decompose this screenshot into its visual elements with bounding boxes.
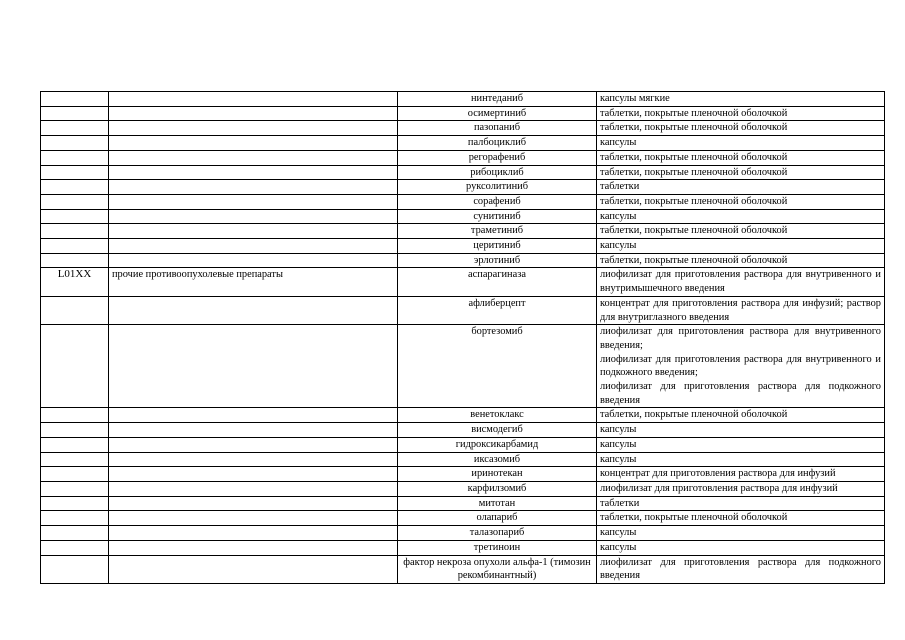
table-row bbox=[41, 194, 885, 209]
atc-code-cell bbox=[41, 540, 109, 555]
group-name-cell bbox=[109, 325, 398, 408]
atc-code-cell bbox=[41, 224, 109, 239]
dosage-form-line: лиофилизат для приготовления раствора для инфузий bbox=[600, 482, 838, 494]
atc-code-cell bbox=[41, 325, 109, 408]
atc-code-cell bbox=[41, 165, 109, 180]
group-name-cell bbox=[109, 209, 398, 224]
atc-code-cell bbox=[41, 481, 109, 496]
drug-name-cell: фактор некроза опухоли альфа-1 (тимозин рекомбинантный) bbox=[398, 555, 597, 583]
drug-name-cell: талазопариб bbox=[398, 526, 597, 541]
group-name-cell bbox=[109, 106, 398, 121]
drug-name-cell: аспарагиназа bbox=[398, 268, 597, 296]
group-name-cell bbox=[109, 180, 398, 195]
table-row bbox=[41, 325, 885, 408]
drug-name-cell: руксолитиниб bbox=[398, 180, 597, 195]
atc-code-cell bbox=[41, 496, 109, 511]
drug-name-cell: третиноин bbox=[398, 540, 597, 555]
dosage-form-line: таблетки, покрытые пленочной оболочкой bbox=[600, 512, 788, 524]
drug-name-cell: иринотекан bbox=[398, 467, 597, 482]
drug-name-cell: эрлотиниб bbox=[398, 253, 597, 268]
dosage-form-line: лиофилизат для приготовления раствора для внутривенного и подкожного введения; bbox=[600, 353, 881, 379]
group-name-cell bbox=[109, 239, 398, 254]
dosage-form-line: капсулы bbox=[600, 541, 637, 553]
table-body bbox=[41, 92, 885, 584]
group-name-cell bbox=[109, 481, 398, 496]
drug-name-cell: митотан bbox=[398, 496, 597, 511]
dosage-form-line: капсулы мягкие bbox=[600, 93, 670, 104]
table-row bbox=[41, 268, 885, 296]
drug-name-cell: рибоциклиб bbox=[398, 165, 597, 180]
dosage-form-line: таблетки bbox=[600, 181, 640, 193]
group-name-cell bbox=[109, 194, 398, 209]
dosage-form-line: концентрат для приготовления раствора для инфузий; раствор для внутриглазного введения bbox=[600, 297, 881, 323]
dosage-form-line: таблетки bbox=[600, 497, 640, 509]
group-name-cell bbox=[109, 555, 398, 583]
dosage-form-cell bbox=[597, 194, 885, 209]
dosage-form-cell bbox=[597, 136, 885, 151]
atc-code-cell bbox=[41, 452, 109, 467]
drug-name-cell: траметиниб bbox=[398, 224, 597, 239]
dosage-form-line: капсулы bbox=[600, 527, 637, 539]
dosage-form-line: капсулы bbox=[600, 210, 637, 222]
dosage-form-line: таблетки, покрытые пленочной оболочкой bbox=[600, 166, 788, 178]
group-name-cell bbox=[109, 92, 398, 107]
atc-code-cell bbox=[41, 253, 109, 268]
drug-name-cell: карфилзомиб bbox=[398, 481, 597, 496]
table-row bbox=[41, 239, 885, 254]
group-name-cell bbox=[109, 408, 398, 423]
drug-name-cell: нинтеданиб bbox=[398, 92, 597, 107]
dosage-form-cell bbox=[597, 180, 885, 195]
dosage-form-cell bbox=[597, 325, 885, 408]
atc-code-cell bbox=[41, 437, 109, 452]
group-name-cell bbox=[109, 165, 398, 180]
atc-code-cell bbox=[41, 296, 109, 324]
dosage-form-line: таблетки, покрытые пленочной оболочкой bbox=[600, 107, 788, 119]
dosage-form-cell bbox=[597, 496, 885, 511]
table-row bbox=[41, 481, 885, 496]
table-row bbox=[41, 467, 885, 482]
group-name-cell bbox=[109, 423, 398, 438]
table-row bbox=[41, 180, 885, 195]
drug-name-cell: пазопаниб bbox=[398, 121, 597, 136]
atc-code-cell bbox=[41, 555, 109, 583]
atc-code-cell bbox=[41, 467, 109, 482]
drug-name-cell: церитиниб bbox=[398, 239, 597, 254]
dosage-form-cell bbox=[597, 150, 885, 165]
group-name-cell bbox=[109, 496, 398, 511]
drug-name-cell: олапариб bbox=[398, 511, 597, 526]
dosage-form-cell bbox=[597, 165, 885, 180]
dosage-form-line: таблетки, покрытые пленочной оболочкой bbox=[600, 254, 788, 266]
atc-code-cell: L01XX bbox=[41, 268, 109, 296]
dosage-form-line: капсулы bbox=[600, 240, 637, 252]
atc-code-cell bbox=[41, 180, 109, 195]
table-row bbox=[41, 150, 885, 165]
dosage-form-cell bbox=[597, 209, 885, 224]
dosage-form-cell bbox=[597, 526, 885, 541]
dosage-form-cell bbox=[597, 408, 885, 423]
dosage-form-line: таблетки, покрытые пленочной оболочкой bbox=[600, 225, 788, 237]
group-name-cell bbox=[109, 253, 398, 268]
atc-code-cell bbox=[41, 423, 109, 438]
group-name-cell bbox=[109, 150, 398, 165]
group-name-cell bbox=[109, 296, 398, 324]
drug-table bbox=[40, 91, 885, 584]
dosage-form-cell bbox=[597, 121, 885, 136]
atc-code-cell bbox=[41, 511, 109, 526]
dosage-form-cell bbox=[597, 253, 885, 268]
drug-name-cell: гидроксикарбамид bbox=[398, 437, 597, 452]
drug-name-cell: сорафениб bbox=[398, 194, 597, 209]
group-name-cell: прочие противоопухолевые препараты bbox=[109, 268, 398, 296]
drug-name-cell: иксазомиб bbox=[398, 452, 597, 467]
table-row bbox=[41, 496, 885, 511]
table-row bbox=[41, 106, 885, 121]
table-row bbox=[41, 296, 885, 324]
dosage-form-line: лиофилизат для приготовления раствора для внутривенного введения; bbox=[600, 326, 881, 351]
atc-code-cell bbox=[41, 121, 109, 136]
table-row bbox=[41, 408, 885, 423]
atc-code-cell bbox=[41, 194, 109, 209]
atc-code-cell bbox=[41, 408, 109, 423]
dosage-form-line: таблетки, покрытые пленочной оболочкой bbox=[600, 122, 788, 134]
dosage-form-line: таблетки, покрытые пленочной оболочкой bbox=[600, 195, 788, 207]
table-row bbox=[41, 511, 885, 526]
dosage-form-line: концентрат для приготовления раствора для инфузий bbox=[600, 468, 836, 480]
atc-code-cell bbox=[41, 209, 109, 224]
table-row bbox=[41, 423, 885, 438]
drug-name-cell: висмодегиб bbox=[398, 423, 597, 438]
drug-name-cell: бортезомиб bbox=[398, 325, 597, 408]
dosage-form-cell bbox=[597, 224, 885, 239]
group-name-cell bbox=[109, 511, 398, 526]
dosage-form-cell bbox=[597, 555, 885, 583]
atc-code-cell bbox=[41, 136, 109, 151]
dosage-form-cell bbox=[597, 481, 885, 496]
atc-code-cell bbox=[41, 106, 109, 121]
drug-name-cell: регорафениб bbox=[398, 150, 597, 165]
table-row bbox=[41, 526, 885, 541]
dosage-form-cell bbox=[597, 423, 885, 438]
table-row bbox=[41, 121, 885, 136]
table-row bbox=[41, 437, 885, 452]
dosage-form-cell bbox=[597, 106, 885, 121]
atc-code-cell bbox=[41, 239, 109, 254]
group-name-cell bbox=[109, 437, 398, 452]
table-row bbox=[41, 209, 885, 224]
drug-name-cell: сунитиниб bbox=[398, 209, 597, 224]
table-row bbox=[41, 92, 885, 107]
group-name-cell bbox=[109, 224, 398, 239]
drug-name-cell: палбоциклиб bbox=[398, 136, 597, 151]
drug-name-cell: осимертиниб bbox=[398, 106, 597, 121]
dosage-form-line: капсулы bbox=[600, 453, 637, 465]
atc-code-cell bbox=[41, 92, 109, 107]
group-name-cell bbox=[109, 467, 398, 482]
dosage-form-cell bbox=[597, 452, 885, 467]
table-row bbox=[41, 452, 885, 467]
dosage-form-line: таблетки, покрытые пленочной оболочкой bbox=[600, 151, 788, 163]
table-row bbox=[41, 253, 885, 268]
atc-code-cell bbox=[41, 150, 109, 165]
group-name-cell bbox=[109, 121, 398, 136]
group-name-cell bbox=[109, 540, 398, 555]
dosage-form-cell bbox=[597, 296, 885, 324]
atc-code-cell bbox=[41, 526, 109, 541]
dosage-form-line: лиофилизат для приготовления раствора для подкожного введения bbox=[600, 556, 881, 582]
table-row bbox=[41, 136, 885, 151]
table-row bbox=[41, 555, 885, 583]
dosage-form-line: капсулы bbox=[600, 424, 637, 436]
group-name-cell bbox=[109, 452, 398, 467]
group-name-cell bbox=[109, 136, 398, 151]
table-row bbox=[41, 540, 885, 555]
table-row bbox=[41, 165, 885, 180]
dosage-form-cell bbox=[597, 268, 885, 296]
dosage-form-cell bbox=[597, 92, 885, 107]
dosage-form-cell bbox=[597, 239, 885, 254]
dosage-form-line: лиофилизат для приготовления раствора для подкожного введения bbox=[600, 381, 881, 406]
group-name-cell bbox=[109, 526, 398, 541]
dosage-form-line: таблетки, покрытые пленочной оболочкой bbox=[600, 409, 788, 421]
dosage-form-cell bbox=[597, 540, 885, 555]
dosage-form-line: капсулы bbox=[600, 438, 637, 450]
drug-name-cell: афлиберцепт bbox=[398, 296, 597, 324]
table-row bbox=[41, 224, 885, 239]
dosage-form-cell bbox=[597, 467, 885, 482]
drug-name-cell: венетоклакс bbox=[398, 408, 597, 423]
dosage-form-cell bbox=[597, 511, 885, 526]
dosage-form-line: лиофилизат для приготовления раствора для внутривенного и внутримышечного введения bbox=[600, 269, 881, 295]
dosage-form-cell bbox=[597, 437, 885, 452]
dosage-form-line: капсулы bbox=[600, 137, 637, 149]
